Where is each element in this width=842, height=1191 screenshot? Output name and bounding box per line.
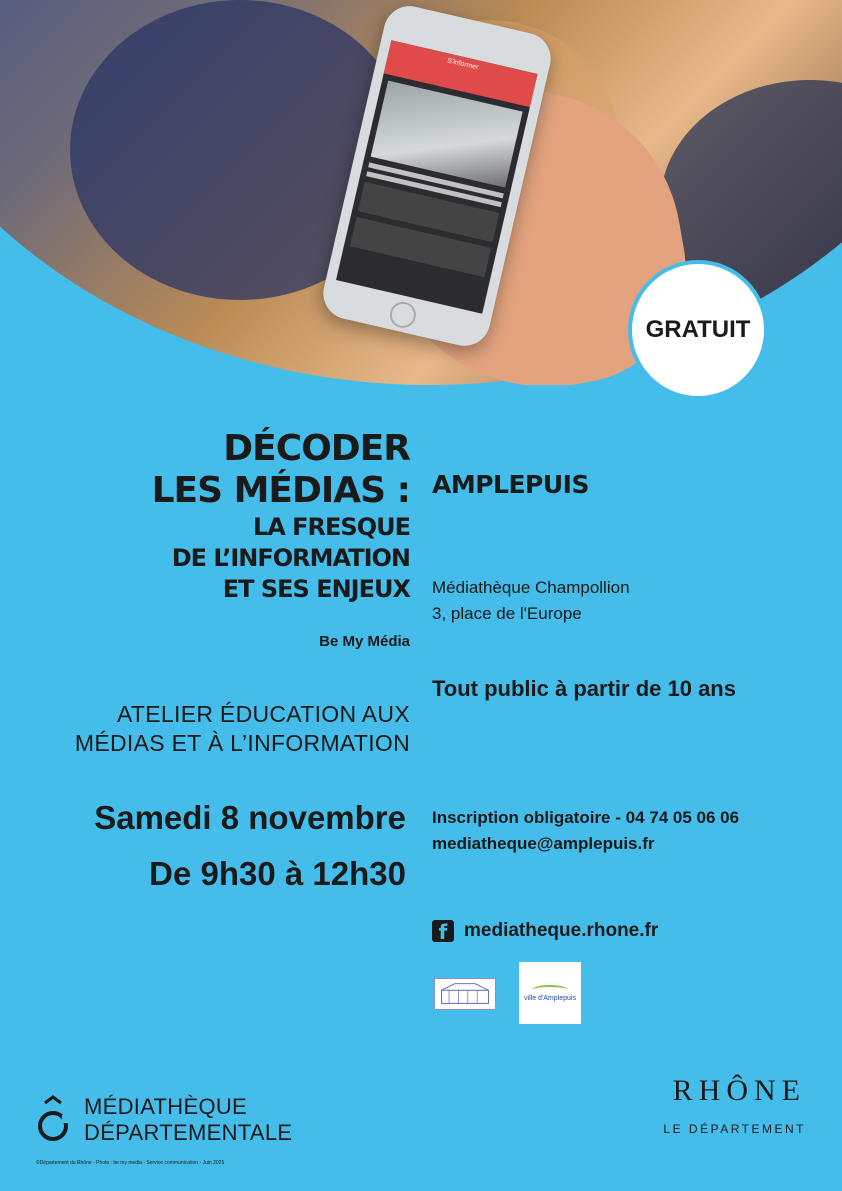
- venue: [432, 575, 630, 627]
- phone-home-button: [387, 299, 418, 330]
- organizer-name: Be My Média: [319, 633, 410, 650]
- amplepuis-town-logo: ville d'Amplepuis: [519, 962, 581, 1024]
- event-city: AMPLEPUIS: [432, 470, 589, 499]
- library-building-logo: [434, 978, 496, 1010]
- credit-line: ©Département du Rhône - Photo : be my media - Service communication - Juin 2025: [36, 1160, 225, 1166]
- subtitle-line: DE L’INFORMATION: [171, 544, 410, 572]
- title-line: DÉCODER: [223, 428, 410, 469]
- event-time: De 9h30 à 12h30: [149, 855, 406, 892]
- title-line: LES MÉDIAS :: [151, 470, 410, 511]
- contact-email[interactable]: mediatheque@amplepuis.fr: [432, 834, 655, 853]
- free-badge: GRATUIT: [628, 260, 768, 400]
- phone-app-header: S'informer: [384, 40, 538, 107]
- event-schedule: [94, 790, 406, 902]
- workshop-type: ATELIER ÉDUCATION AUX MÉDIAS ET À L’INFORMATION: [74, 701, 410, 756]
- subtitle-line: LA FRESQUE: [252, 513, 410, 541]
- venue-name: Médiathèque Champollion: [432, 578, 630, 597]
- event-title: [152, 428, 410, 605]
- registration-phone: Inscription obligatoire - 04 74 05 06 06: [432, 808, 740, 827]
- mediatheque-departementale-logo: MÉDIATHÈQUE DÉPARTEMENTALE: [36, 1094, 292, 1146]
- rhone-department-logo: RHÔNE LE DÉPARTEMENT: [663, 1074, 806, 1136]
- event-date: Samedi 8 novembre: [94, 799, 406, 836]
- facebook-icon: f: [432, 920, 454, 942]
- venue-address: 3, place de l'Europe: [432, 604, 582, 623]
- website-url: mediatheque.rhone.fr: [464, 920, 659, 941]
- audience-info: Tout public à partir de 10 ans: [432, 676, 736, 701]
- website-link[interactable]: [432, 920, 658, 942]
- mediatheque-icon: [36, 1095, 70, 1145]
- contact-info: [432, 805, 739, 857]
- subtitle-line: ET SES ENJEUX: [222, 575, 410, 603]
